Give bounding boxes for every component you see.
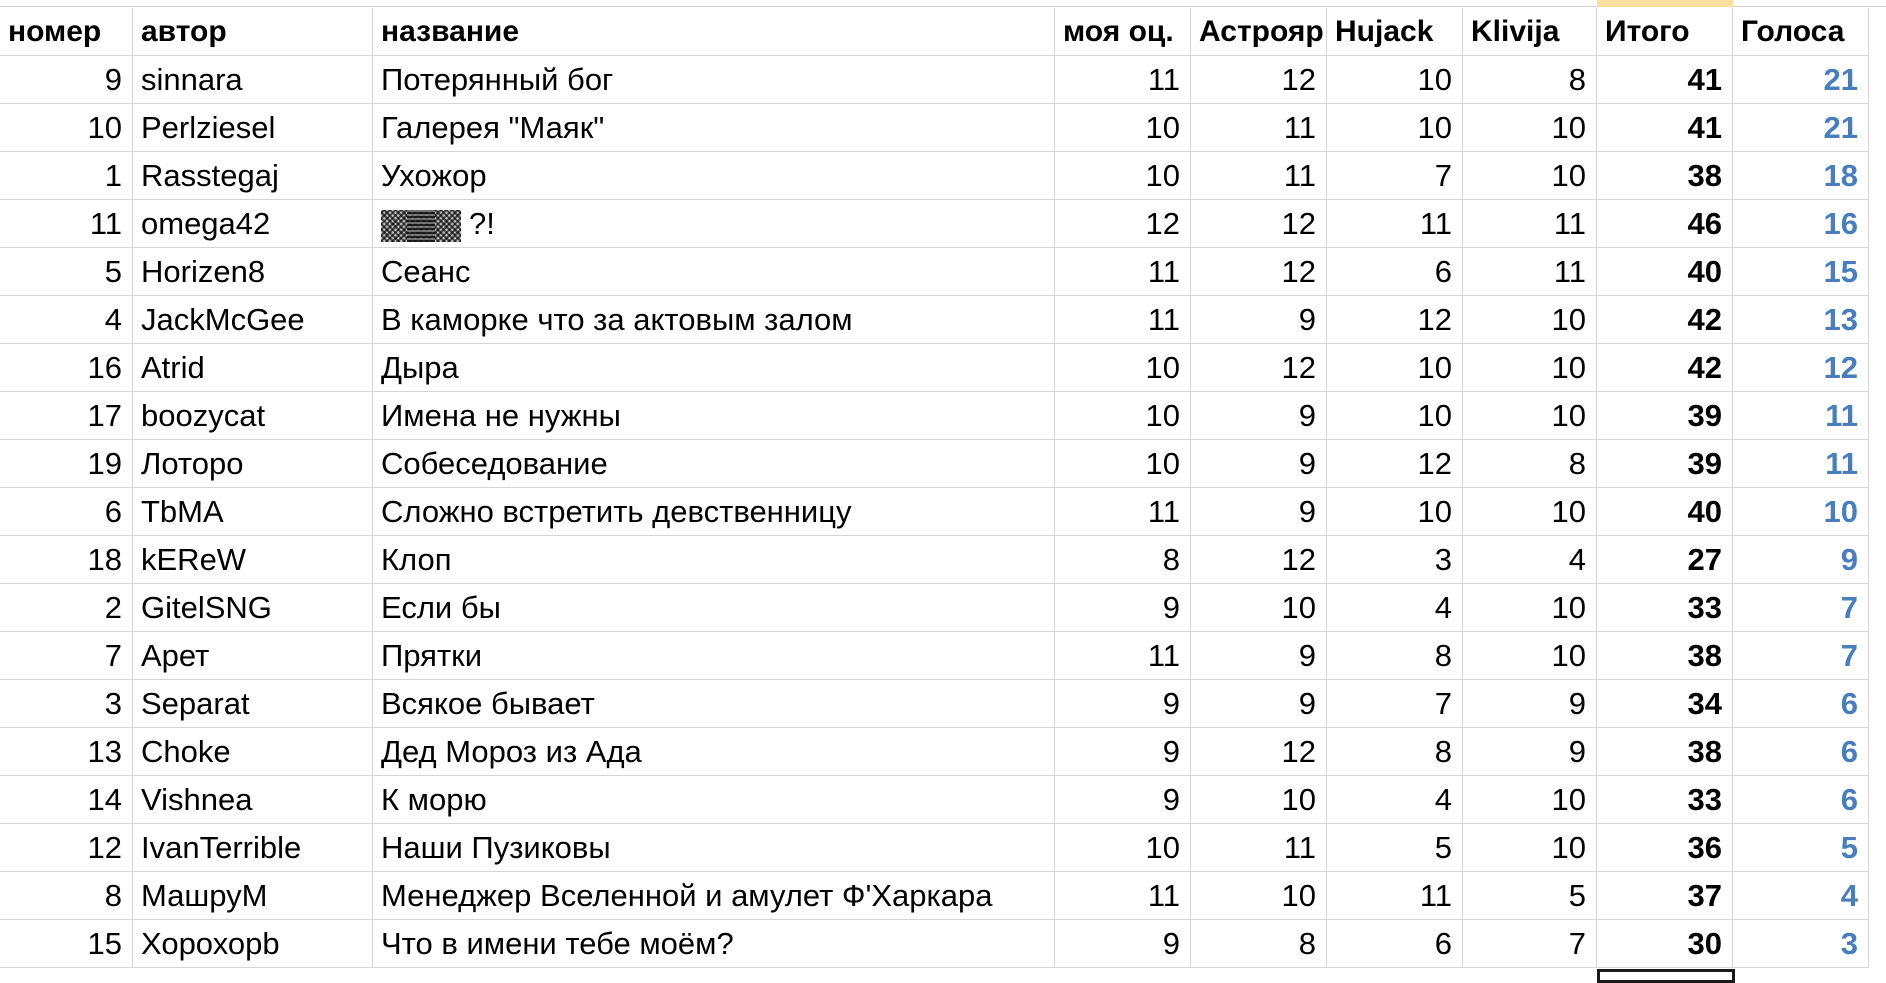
cell-astroyar[interactable]: 9 xyxy=(1191,680,1327,728)
table-row xyxy=(0,824,1886,872)
cell-num[interactable]: 10 xyxy=(0,104,133,152)
cell-klivija[interactable]: 11 xyxy=(1463,248,1597,296)
cell-klivija[interactable]: 10 xyxy=(1463,104,1597,152)
cell-hujack[interactable]: 11 xyxy=(1327,872,1463,920)
cell-total[interactable]: 27 xyxy=(1597,536,1733,584)
cell-votes[interactable]: 21 xyxy=(1733,104,1869,152)
cell-hujack[interactable]: 10 xyxy=(1327,104,1463,152)
table-row xyxy=(0,344,1886,392)
cell-my-score[interactable]: 11 xyxy=(1055,872,1191,920)
cell-title[interactable]: Потерянный бог xyxy=(373,56,1055,104)
cell-astroyar[interactable]: 10 xyxy=(1191,776,1327,824)
cell-klivija[interactable]: 9 xyxy=(1463,728,1597,776)
cell-num[interactable]: 17 xyxy=(0,392,133,440)
cell-astroyar[interactable]: 12 xyxy=(1191,56,1327,104)
cell-author[interactable]: Хорохорb xyxy=(133,920,373,968)
cell-astroyar[interactable]: 11 xyxy=(1191,824,1327,872)
cell-klivija[interactable]: 10 xyxy=(1463,584,1597,632)
header-total[interactable]: Итого xyxy=(1597,8,1733,56)
cell-title[interactable]: Имена не нужны xyxy=(373,392,1055,440)
cell-num[interactable]: 11 xyxy=(0,200,133,248)
cell-title[interactable]: Если бы xyxy=(373,584,1055,632)
cell-astroyar[interactable]: 9 xyxy=(1191,632,1327,680)
cell-my-score[interactable]: 11 xyxy=(1055,248,1191,296)
table-row xyxy=(0,872,1886,920)
cell-votes[interactable]: 4 xyxy=(1733,872,1869,920)
cell-votes[interactable]: 3 xyxy=(1733,920,1869,968)
cell-total[interactable]: 39 xyxy=(1597,392,1733,440)
cell-my-score[interactable]: 10 xyxy=(1055,392,1191,440)
cell-my-score[interactable]: 9 xyxy=(1055,680,1191,728)
cell-title[interactable] xyxy=(373,200,1055,248)
table-row xyxy=(0,488,1886,536)
cell-total[interactable]: 42 xyxy=(1597,296,1733,344)
cell-num[interactable]: 6 xyxy=(0,488,133,536)
cell-title[interactable]: Клоп xyxy=(373,536,1055,584)
header-my-score[interactable]: моя оц. xyxy=(1055,8,1191,56)
cell-num[interactable]: 19 xyxy=(0,440,133,488)
cell-votes[interactable]: 16 xyxy=(1733,200,1869,248)
cell-votes[interactable]: 10 xyxy=(1733,488,1869,536)
cell-hujack[interactable]: 5 xyxy=(1327,824,1463,872)
cell-astroyar[interactable]: 10 xyxy=(1191,584,1327,632)
cell-hujack[interactable]: 6 xyxy=(1327,248,1463,296)
cell-hujack[interactable]: 4 xyxy=(1327,584,1463,632)
cell-total[interactable]: 30 xyxy=(1597,920,1733,968)
cell-my-score[interactable]: 11 xyxy=(1055,632,1191,680)
cell-author[interactable]: Rasstegaj xyxy=(133,152,373,200)
cell-klivija[interactable]: 4 xyxy=(1463,536,1597,584)
cell-total[interactable]: 33 xyxy=(1597,584,1733,632)
cell-author[interactable]: Perlziesel xyxy=(133,104,373,152)
cell-klivija[interactable]: 10 xyxy=(1463,776,1597,824)
header-hujack[interactable]: Hujack xyxy=(1327,8,1463,56)
cell-hujack[interactable]: 10 xyxy=(1327,392,1463,440)
header-astroyar[interactable]: Астрояр xyxy=(1191,8,1327,56)
cell-title[interactable]: К морю xyxy=(373,776,1055,824)
cell-title[interactable]: Собеседование xyxy=(373,440,1055,488)
cell-title[interactable]: Галерея "Маяк" xyxy=(373,104,1055,152)
cell-klivija[interactable]: 10 xyxy=(1463,344,1597,392)
cell-my-score[interactable]: 10 xyxy=(1055,152,1191,200)
cell-my-score[interactable]: 9 xyxy=(1055,776,1191,824)
cell-num[interactable]: 8 xyxy=(0,872,133,920)
header-votes[interactable]: Голоса xyxy=(1733,8,1869,56)
cell-author[interactable]: boozycat xyxy=(133,392,373,440)
cell-klivija[interactable]: 8 xyxy=(1463,440,1597,488)
header-row xyxy=(0,0,1886,48)
header-klivija[interactable]: Klivija xyxy=(1463,8,1597,56)
table-row xyxy=(0,392,1886,440)
cell-total[interactable]: 38 xyxy=(1597,728,1733,776)
cell-hujack[interactable]: 4 xyxy=(1327,776,1463,824)
table-row xyxy=(0,632,1886,680)
cell-klivija[interactable]: 10 xyxy=(1463,392,1597,440)
table-row xyxy=(0,296,1886,344)
cell-num[interactable]: 5 xyxy=(0,248,133,296)
table-row xyxy=(0,776,1886,824)
cell-num[interactable]: 7 xyxy=(0,632,133,680)
cell-astroyar[interactable]: 12 xyxy=(1191,728,1327,776)
cell-astroyar[interactable]: 8 xyxy=(1191,920,1327,968)
cell-title[interactable]: Ухожор xyxy=(373,152,1055,200)
cell-hujack[interactable]: 7 xyxy=(1327,680,1463,728)
cell-hujack[interactable]: 12 xyxy=(1327,296,1463,344)
table-row xyxy=(0,728,1886,776)
cell-author[interactable]: Horizen8 xyxy=(133,248,373,296)
cell-author[interactable]: JackMcGee xyxy=(133,296,373,344)
cell-title[interactable]: Менеджер Вселенной и амулет Ф'Харкара xyxy=(373,872,1055,920)
cell-total[interactable]: 40 xyxy=(1597,248,1733,296)
cell-hujack[interactable]: 7 xyxy=(1327,152,1463,200)
cell-hujack[interactable]: 6 xyxy=(1327,920,1463,968)
cell-my-score[interactable]: 9 xyxy=(1055,920,1191,968)
cell-total[interactable]: 33 xyxy=(1597,776,1733,824)
cell-votes[interactable]: 11 xyxy=(1733,440,1869,488)
cell-num[interactable]: 12 xyxy=(0,824,133,872)
cell-title[interactable]: Сложно встретить девственницу xyxy=(373,488,1055,536)
cell-hujack[interactable]: 10 xyxy=(1327,56,1463,104)
cell-total[interactable]: 41 xyxy=(1597,104,1733,152)
cell-total[interactable]: 36 xyxy=(1597,824,1733,872)
cell-hujack[interactable]: 8 xyxy=(1327,632,1463,680)
table-row xyxy=(0,200,1886,248)
cell-num[interactable]: 18 xyxy=(0,536,133,584)
cell-num[interactable]: 14 xyxy=(0,776,133,824)
cell-astroyar[interactable]: 10 xyxy=(1191,872,1327,920)
cell-votes[interactable]: 9 xyxy=(1733,536,1869,584)
cell-klivija[interactable]: 10 xyxy=(1463,824,1597,872)
cell-klivija[interactable]: 10 xyxy=(1463,488,1597,536)
cell-astroyar[interactable]: 11 xyxy=(1191,104,1327,152)
cell-klivija[interactable]: 11 xyxy=(1463,200,1597,248)
cell-votes[interactable]: 11 xyxy=(1733,392,1869,440)
cell-votes[interactable]: 13 xyxy=(1733,296,1869,344)
cell-title[interactable]: Дыра xyxy=(373,344,1055,392)
header-num[interactable]: номер xyxy=(0,8,133,56)
cell-astroyar[interactable]: 9 xyxy=(1191,296,1327,344)
cell-num[interactable]: 13 xyxy=(0,728,133,776)
cell-votes[interactable]: 15 xyxy=(1733,248,1869,296)
cell-my-score[interactable]: 12 xyxy=(1055,200,1191,248)
cell-astroyar[interactable]: 11 xyxy=(1191,152,1327,200)
cell-klivija[interactable]: 5 xyxy=(1463,872,1597,920)
cell-author[interactable]: Separat xyxy=(133,680,373,728)
header-title[interactable]: название xyxy=(373,8,1055,56)
cell-author[interactable]: Atrid xyxy=(133,344,373,392)
cell-votes[interactable]: 12 xyxy=(1733,344,1869,392)
cell-title[interactable]: Сеанс xyxy=(373,248,1055,296)
cell-title[interactable]: В каморке что за актовым залом xyxy=(373,296,1055,344)
cell-title[interactable]: Наши Пузиковы xyxy=(373,824,1055,872)
cell-my-score[interactable]: 10 xyxy=(1055,104,1191,152)
cell-total[interactable]: 38 xyxy=(1597,632,1733,680)
cell-astroyar[interactable]: 9 xyxy=(1191,392,1327,440)
cell-my-score[interactable]: 11 xyxy=(1055,296,1191,344)
cell-total[interactable]: 40 xyxy=(1597,488,1733,536)
cell-total[interactable]: 39 xyxy=(1597,440,1733,488)
cell-astroyar[interactable]: 12 xyxy=(1191,248,1327,296)
cell-num[interactable]: 4 xyxy=(0,296,133,344)
cell-klivija[interactable]: 8 xyxy=(1463,56,1597,104)
cell-hujack[interactable]: 10 xyxy=(1327,488,1463,536)
cell-klivija[interactable]: 7 xyxy=(1463,920,1597,968)
table-row xyxy=(0,248,1886,296)
table-row xyxy=(0,104,1886,152)
cell-total[interactable]: 41 xyxy=(1597,56,1733,104)
cell-author[interactable]: Choke xyxy=(133,728,373,776)
cell-my-score[interactable]: 11 xyxy=(1055,56,1191,104)
cell-votes[interactable]: 18 xyxy=(1733,152,1869,200)
cell-num[interactable]: 3 xyxy=(0,680,133,728)
cell-author[interactable]: Арет xyxy=(133,632,373,680)
cell-votes[interactable]: 21 xyxy=(1733,56,1869,104)
cell-klivija[interactable]: 10 xyxy=(1463,296,1597,344)
table-row xyxy=(0,584,1886,632)
cell-author[interactable]: Лоторо xyxy=(133,440,373,488)
cell-author[interactable]: kEReW xyxy=(133,536,373,584)
table-row xyxy=(0,56,1886,104)
cell-num[interactable]: 15 xyxy=(0,920,133,968)
cell-num[interactable]: 16 xyxy=(0,344,133,392)
cell-hujack[interactable]: 3 xyxy=(1327,536,1463,584)
cell-votes[interactable]: 7 xyxy=(1733,584,1869,632)
cell-votes[interactable]: 7 xyxy=(1733,632,1869,680)
cell-my-score[interactable]: 10 xyxy=(1055,344,1191,392)
table-row xyxy=(0,920,1886,968)
cell-author[interactable]: МашруМ xyxy=(133,872,373,920)
cell-title[interactable]: Что в имени тебе моём? xyxy=(373,920,1055,968)
cell-my-score[interactable]: 8 xyxy=(1055,536,1191,584)
cell-total[interactable]: 42 xyxy=(1597,344,1733,392)
redacted-text-block xyxy=(381,210,461,242)
cell-klivija[interactable]: 10 xyxy=(1463,632,1597,680)
cell-astroyar[interactable]: 12 xyxy=(1191,536,1327,584)
table-row xyxy=(0,536,1886,584)
cell-author[interactable]: sinnara xyxy=(133,56,373,104)
cell-votes[interactable]: 6 xyxy=(1733,728,1869,776)
cell-total[interactable]: 34 xyxy=(1597,680,1733,728)
cell-hujack[interactable]: 11 xyxy=(1327,200,1463,248)
cell-my-score[interactable]: 9 xyxy=(1055,584,1191,632)
cell-votes[interactable]: 6 xyxy=(1733,776,1869,824)
cell-astroyar[interactable]: 12 xyxy=(1191,200,1327,248)
cell-num[interactable]: 1 xyxy=(0,152,133,200)
cell-hujack[interactable]: 10 xyxy=(1327,344,1463,392)
cell-total[interactable]: 37 xyxy=(1597,872,1733,920)
cell-title[interactable]: Дед Мороз из Ада xyxy=(373,728,1055,776)
cell-total[interactable]: 38 xyxy=(1597,152,1733,200)
cell-author[interactable]: IvanTerrible xyxy=(133,824,373,872)
cell-my-score[interactable]: 10 xyxy=(1055,824,1191,872)
cell-title[interactable]: Всякое бывает xyxy=(373,680,1055,728)
header-author[interactable]: автор xyxy=(133,8,373,56)
table-row xyxy=(0,680,1886,728)
cell-my-score[interactable]: 9 xyxy=(1055,728,1191,776)
cell-astroyar[interactable]: 9 xyxy=(1191,440,1327,488)
cell-hujack[interactable]: 8 xyxy=(1327,728,1463,776)
cell-astroyar[interactable]: 9 xyxy=(1191,488,1327,536)
cell-author[interactable]: TbMA xyxy=(133,488,373,536)
cell-votes[interactable]: 6 xyxy=(1733,680,1869,728)
cell-astroyar[interactable]: 12 xyxy=(1191,344,1327,392)
cell-total[interactable]: 46 xyxy=(1597,200,1733,248)
cell-klivija[interactable]: 9 xyxy=(1463,680,1597,728)
cell-my-score[interactable]: 10 xyxy=(1055,440,1191,488)
cell-my-score[interactable]: 11 xyxy=(1055,488,1191,536)
cell-votes[interactable]: 5 xyxy=(1733,824,1869,872)
cell-num[interactable]: 9 xyxy=(0,56,133,104)
cell-author[interactable]: omega42 xyxy=(133,200,373,248)
cell-hujack[interactable]: 12 xyxy=(1327,440,1463,488)
table-row xyxy=(0,440,1886,488)
cell-title[interactable]: Прятки xyxy=(373,632,1055,680)
selected-cell-outline[interactable] xyxy=(1597,969,1735,983)
title-text: ?! xyxy=(469,206,495,241)
table-row xyxy=(0,152,1886,200)
cell-author[interactable]: GitelSNG xyxy=(133,584,373,632)
cell-num[interactable]: 2 xyxy=(0,584,133,632)
cell-klivija[interactable]: 10 xyxy=(1463,152,1597,200)
cell-author[interactable]: Vishnea xyxy=(133,776,373,824)
